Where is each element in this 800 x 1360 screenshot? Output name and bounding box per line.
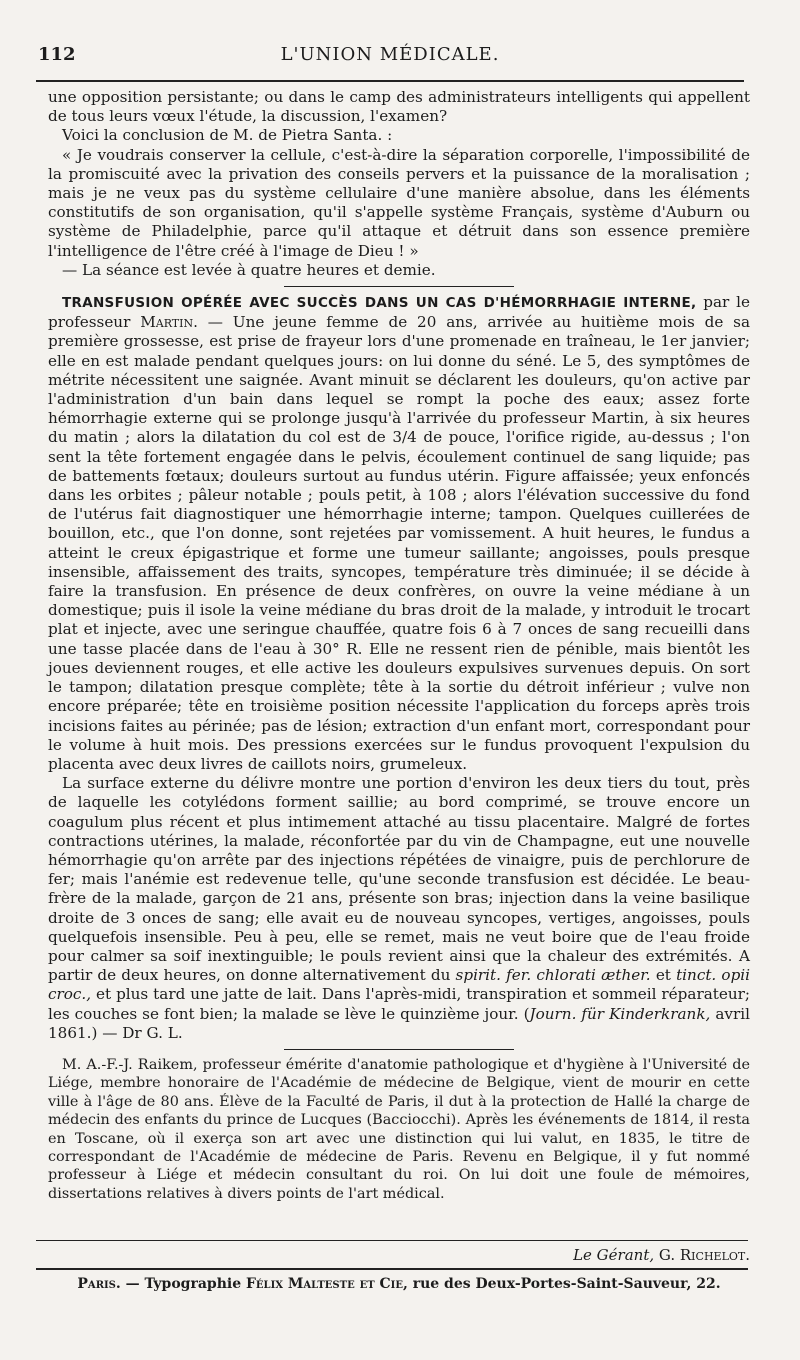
imprint-text: — Typographie bbox=[125, 1276, 242, 1292]
imprint bbox=[48, 1276, 750, 1292]
section-separator-2 bbox=[284, 1049, 514, 1050]
article-author: Martin. bbox=[140, 313, 198, 332]
gerant-signature bbox=[48, 1246, 750, 1264]
imprint-city: Paris. bbox=[77, 1276, 121, 1292]
running-title: L'UNION MÉDICALE. bbox=[280, 44, 500, 65]
page-number: 112 bbox=[38, 44, 76, 65]
remedy-two: tinct. opii croc., bbox=[48, 966, 751, 1004]
paragraph-quote: « Je voudrais conserver la cellule, c'est-à-dire la séparation corporelle, l'impossibilité de la promiscuité avec la privation des conseils pervers et la puissance de la moralisation ; mais je ne veux pas du système cellulaire d'une manière absolue, dans les éléments constitutifs de son organisation, qu'il s'appelle système Français, système d'Auburn ou système de Philadelphie, parce qu'il attaque et détruit dans son essence première l'intelligence de l'être créé à l'image de Dieu ! » bbox=[48, 145, 750, 260]
gerant-name: G. Richelot. bbox=[658, 1246, 750, 1264]
footer-rule-top bbox=[36, 1240, 748, 1241]
placenta-text-2: et plus tard une jatte de lait. Dans l'après-midi, transpiration et sommeil réparateur; les couches se font bien; la malade se lève le quinzième jour. ( bbox=[48, 985, 751, 1023]
article-byline-pre: par le professeur bbox=[48, 293, 750, 332]
paragraph-placenta bbox=[48, 774, 750, 1043]
article-signature: avril 1861.) — Dr G. L. bbox=[48, 1004, 750, 1042]
article-title: TRANSFUSION OPÉRÉE AVEC SUCCÈS DANS UN CAS D'HÉMORRHAGIE INTERNE, bbox=[62, 295, 697, 312]
journal-citation: Journ. für Kinderkrank, bbox=[529, 1004, 711, 1023]
gerant-label: Le Gérant, bbox=[573, 1246, 655, 1264]
paragraph-session-end: — La séance est levée à quatre heures et demie. bbox=[62, 260, 436, 279]
remedy-one: spirit. fer. chlorati æther. bbox=[455, 966, 651, 985]
paragraph-continuation: une opposition persistante; ou dans le camp des administrateurs intelligents qui appellent de tous leurs vœux l'étude, la discussion, l'examen? bbox=[48, 88, 750, 126]
footer-rule-bottom bbox=[36, 1268, 748, 1270]
remedy-and: et bbox=[655, 966, 671, 985]
paragraph-conclusion-intro: Voici la conclusion de M. de Pietra Santa. : bbox=[62, 126, 393, 145]
article-body: — Une jeune femme de 20 ans, arrivée au huitième mois de sa première grossesse, est prise de frayeur lors d'une promenade en traîneau, le 1er janvier; elle en est malade pendant quelques jours: on lui donne du séné. Le 5, des symptômes de métrite nécessitent une saignée. Avant minuit se déclarent les douleurs, qu'on active par l'administration d'un bain dans lequel se rompt la poche des eaux; assez forte hémorrhagie externe qui se prolonge jusqu'à l'arrivée du professeur Martin, à six heures du matin ; alors la dilatation du col est de 3/4 de pouce, l'orifice rigide, au-dessus ; l'on sent la tête fortement engagée dans le pelvis, écoulement continuel de sang liquide; pas de battements fœtaux; douleurs surtout au fundus utérin. Figure affaissée; yeux enfoncés dans les orbites ; pâleur notable ; pouls petit, à 108 ; alors l'élévation successive du fond de l'utérus fait diagnostiquer une hémorrhagie interne; tampon. Quelques cuillerées de bouillon, etc., que l'on donne, sont rejetées par vomissement. A huit heures, le fundus a atteint le creux épigastrique et forme une tumeur saillante; angoisses, pouls presque insensible, affaissement des traits, syncopes, température très diminuée; il se décide à faire la transfusion. En présence de deux confrères, on ouvre la veine médiane à un domestique; puis il isole la veine médiane du bras droit de la malade, y introduit le trocart plat et injecte, avec une seringue chauffée, quatre fois 6 à 7 onces de sang recueilli dans une tasse placée dans de l'eau à 30° R. Elle ne ressent rien de pénible, mais bientôt les joues deviennent rouges, et elle active les douleurs expulsives survenues depuis. On sort le tampon; dilatation presque complète; tête à la sortie du détroit inférieur ; vulve non encore préparée; tête en troisième position nécessite l'application du forceps après trois incisions faites au périnée; pas de lésion; extraction d'un enfant mort, correspondant pour le volume à huit mois. Des pressions exercées sur le fundus provoquent l'expulsion du placenta avec deux livres de caillots noirs, grumeleux. bbox=[48, 313, 751, 773]
header-rule bbox=[36, 80, 744, 82]
paragraph-transfusion bbox=[48, 293, 750, 774]
placenta-text: La surface externe du délivre montre une portion d'environ les deux tiers du tout, près de laquelle les cotylédons forment saillie; au bord comprimé, se trouve encore un coagulum plus récent et plus intimement attaché au tissu placentaire. Malgré de fortes contractions utérines, la malade, réconfortée par du vin de Champagne, eut une nouvelle hémorrhagie qu'on arrête par des injections répétées de vinaigre, puis de perchlorure de fer; mais l'anémie est redevenue telle, qu'une seconde transfusion est décidée. Le beau-frère de la malade, garçon de 21 ans, présente son bras; injection dans la veine basilique droite de 3 onces de sang; elle avait eu de nouveau syncopes, vertiges, angoisses, pouls quelquefois insensible. Peu à peu, elle se remet, mais ne veut boire que de l'eau froide pour calmer sa soif inextinguible; le pouls revient ainsi que la chaleur des extrémités. A partir de deux heures, on donne alternativement du bbox=[48, 774, 750, 985]
body-text bbox=[48, 88, 750, 1203]
imprint-printer: Félix Malteste et Cie, bbox=[245, 1276, 408, 1292]
page-header bbox=[38, 44, 742, 74]
section-separator bbox=[284, 286, 514, 287]
paragraph-obituary: M. A.-F.-J. Raikem, professeur émérite d'anatomie pathologique et d'hygiène à l'Université de Liége, membre honoraire de l'Académie de médecine de Belgique, vient de mourir en cette ville à l'âge de 80 ans. Élève de la Faculté de Paris, il dut à la protection de Hallé la charge de médecin des enfants du prince de Lucques (Bacciocchi). Après les événements de 1814, il resta en Toscane, où il exerça son art avec une distinction qui lui valut, en 1835, le titre de correspondant de l'Académie de médecine de Paris. Revenu en Belgique, il y fut nommé professeur à Liége et médecin consultant du roi. On lui doit une foule de mémoires, dissertations relatives à divers points de l'art médical. bbox=[48, 1056, 750, 1202]
imprint-address: rue des Deux-Portes-Saint-Sauveur, 22. bbox=[412, 1276, 721, 1292]
